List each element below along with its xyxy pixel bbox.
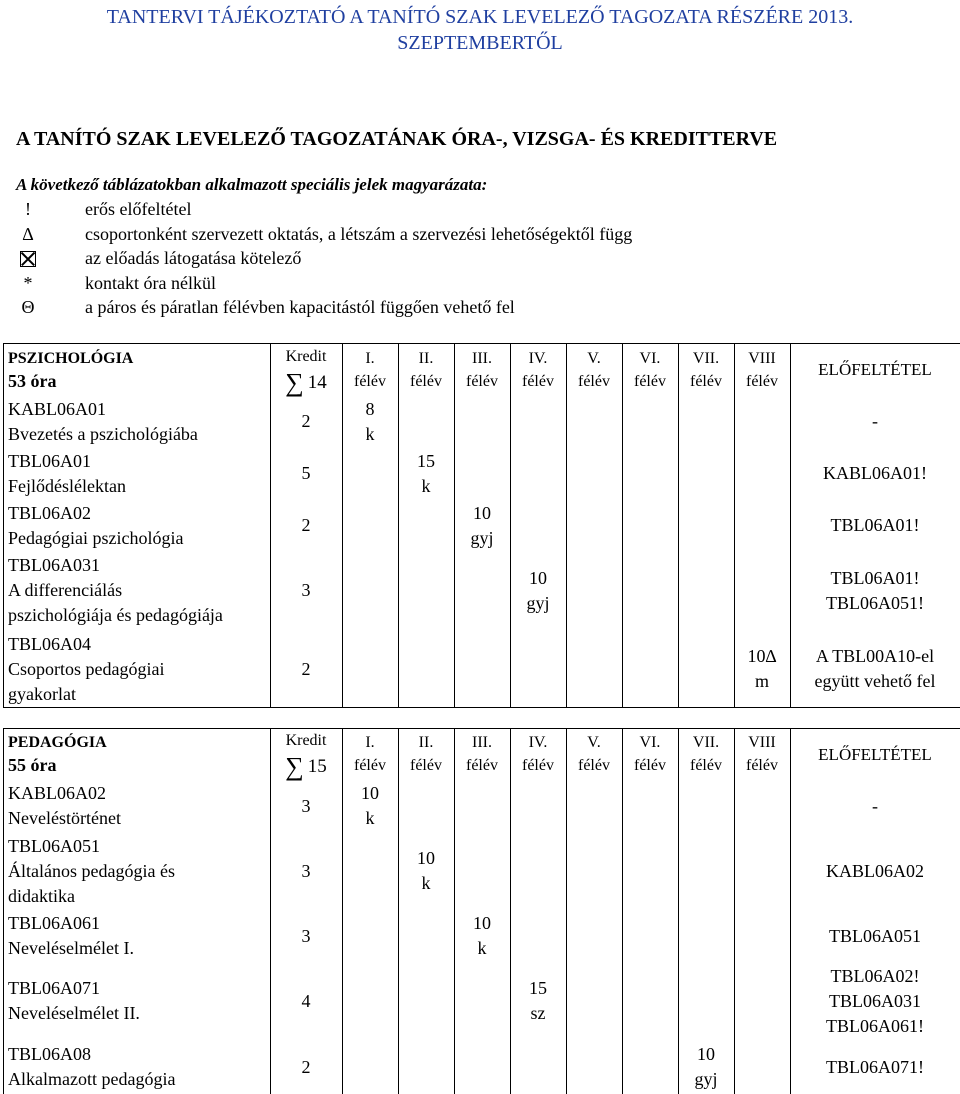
semester-cell <box>342 552 398 630</box>
column-rule <box>566 343 567 708</box>
hours-value: 15 <box>417 450 435 471</box>
column-rule <box>790 728 791 1094</box>
semester-cell <box>566 1040 622 1094</box>
semester-cell <box>566 500 622 552</box>
hours-value: 15 <box>529 978 547 998</box>
semester-header: IV. félév <box>522 349 554 390</box>
table-row <box>3 962 960 1040</box>
semester-cell <box>342 448 398 500</box>
kredit-value: 4 <box>301 990 311 1011</box>
semester-cell <box>566 910 622 962</box>
semester-cell <box>734 832 790 910</box>
semester-cell <box>342 780 398 832</box>
boxed-x-icon <box>16 248 40 269</box>
section-title: PEDAGÓGIA <box>8 734 107 751</box>
semester-cell <box>454 630 510 709</box>
page-header <box>0 0 960 62</box>
course-cell <box>3 1040 270 1094</box>
semester-cell <box>678 630 734 709</box>
prereq-cell <box>790 780 960 832</box>
column-rule <box>454 728 455 1094</box>
semester-cell <box>510 448 566 500</box>
kredit-header <box>270 728 342 780</box>
kredit-total: 15 <box>307 756 327 777</box>
hours-value: 10 <box>473 913 491 933</box>
table-header-row <box>3 728 960 780</box>
column-rule <box>342 343 343 708</box>
hours-value: 10 <box>529 567 547 588</box>
column-rule <box>270 343 271 708</box>
prereq-cell <box>790 500 960 552</box>
kredit-value: 5 <box>301 463 311 483</box>
semester-cell <box>622 552 678 630</box>
semester-cell <box>678 552 734 630</box>
column-rule <box>398 343 399 708</box>
semester-cell <box>566 630 622 709</box>
semester-cell <box>566 832 622 910</box>
semester-cell <box>454 910 510 962</box>
prereq-header: ELŐFELTÉTEL <box>818 744 932 764</box>
semester-cell <box>678 780 734 832</box>
semester-cell <box>510 500 566 552</box>
exclamation-icon: ! <box>25 199 31 219</box>
course-name: Általános pedagógia és <box>8 860 175 881</box>
semester-cell <box>398 910 454 962</box>
semester-cell <box>566 962 622 1040</box>
legend-item <box>16 248 716 273</box>
semester-cell <box>566 396 622 448</box>
table-row <box>3 910 960 962</box>
semester-cell <box>454 396 510 448</box>
prereq-value: TBL06A071! <box>826 1056 924 1077</box>
semester-cell <box>622 780 678 832</box>
column-rule <box>342 728 343 1094</box>
exam-type: k <box>365 423 375 444</box>
course-cell <box>3 832 270 910</box>
semester-cell <box>622 396 678 448</box>
exam-type: gyj <box>470 527 494 548</box>
semester-header: VIII félév <box>746 734 778 774</box>
semester-cell <box>398 780 454 832</box>
semester-header: V. félév <box>578 734 610 774</box>
semester-cell <box>398 630 454 709</box>
kredit-value: 3 <box>301 795 311 816</box>
semester-cell <box>398 962 454 1040</box>
prereq-value: A TBL00A10-el <box>815 646 935 666</box>
prereq-value: együtt vehető fel <box>814 671 936 691</box>
prereq-cell <box>790 552 960 630</box>
prereq-value: TBL06A051! <box>826 592 924 613</box>
semester-cell <box>342 962 398 1040</box>
semester-cell <box>622 910 678 962</box>
prereq-value: TBL06A01! <box>830 515 920 535</box>
kredit-value: 3 <box>301 860 311 881</box>
semester-cell <box>454 962 510 1040</box>
column-rule <box>454 343 455 708</box>
legend <box>16 199 716 322</box>
legend-text: kontakt óra nélkül <box>85 272 216 293</box>
semester-cell <box>454 832 510 910</box>
course-code: TBL06A061 <box>8 913 100 933</box>
semester-cell <box>622 448 678 500</box>
prereq-cell <box>790 832 960 910</box>
prereq-cell <box>790 396 960 448</box>
column-rule <box>270 728 271 1094</box>
table-row <box>3 1040 960 1094</box>
legend-text: csoportonként szervezett oktatás, a létszám a szervezési lehetőségektől függ <box>85 223 633 244</box>
course-cell <box>3 448 270 500</box>
kredit-header <box>270 344 342 396</box>
semester-cell <box>342 500 398 552</box>
hours-value: 10 <box>361 783 379 803</box>
table-row <box>3 630 960 709</box>
semester-cell <box>622 1040 678 1094</box>
delta-icon: ∆ <box>22 223 34 244</box>
hours-value: 10 <box>417 848 435 868</box>
semester-cell <box>734 552 790 630</box>
exam-type: k <box>477 938 487 958</box>
column-rule <box>734 728 735 1094</box>
course-name: Fejlődéslélektan <box>8 475 126 496</box>
semester-cell <box>734 396 790 448</box>
semester-cell <box>454 552 510 630</box>
course-name: Neveléselmélet I. <box>8 938 134 958</box>
table-header-row <box>3 344 960 396</box>
semester-cell <box>398 500 454 552</box>
hours-value: 10∆ <box>747 646 777 666</box>
course-code: TBL06A04 <box>8 633 91 654</box>
exam-type: k <box>421 475 431 496</box>
column-rule <box>734 343 735 708</box>
course-name: Neveléstörténet <box>8 808 121 828</box>
semester-cell <box>342 396 398 448</box>
semester-cell <box>398 552 454 630</box>
course-name: A differenciálás <box>8 580 123 600</box>
course-cell <box>3 552 270 630</box>
semester-cell <box>454 448 510 500</box>
semester-header: VII. félév <box>690 349 722 390</box>
kredit-value: 2 <box>301 515 311 535</box>
semester-header: V. félév <box>578 349 610 390</box>
course-code: KABL06A01 <box>8 398 106 419</box>
course-name: Pedagógiai pszichológia <box>8 527 184 548</box>
kredit-label: Kredit <box>285 732 327 749</box>
semester-header: VIII félév <box>746 349 778 390</box>
semester-cell <box>734 780 790 832</box>
semester-cell <box>622 832 678 910</box>
prereq-value: KABL06A01! <box>823 463 927 483</box>
course-table-pedagogy <box>3 728 960 1094</box>
table-row <box>3 396 960 448</box>
column-rule <box>510 728 511 1094</box>
prereq-value: - <box>872 411 878 431</box>
section-title: PSZICHOLÓGIA <box>8 349 134 367</box>
kredit-value: 2 <box>301 658 311 679</box>
hours-value: 10 <box>473 502 491 523</box>
semester-cell <box>734 630 790 709</box>
section-hours: 55 óra <box>8 755 57 775</box>
course-name: didaktika <box>8 885 75 906</box>
course-name: Csoportos pedagógiai <box>8 658 165 679</box>
section-hours: 53 óra <box>8 370 57 391</box>
column-rule <box>678 343 679 708</box>
course-code: TBL06A051 <box>8 835 100 856</box>
semester-cell <box>342 630 398 709</box>
column-rule <box>790 343 791 708</box>
legend-item <box>16 199 716 224</box>
kredit-label: Kredit <box>285 347 327 365</box>
prereq-value: KABL06A02 <box>826 860 924 881</box>
course-table-psychology <box>3 343 960 709</box>
semester-cell <box>678 1040 734 1094</box>
semester-cell <box>398 832 454 910</box>
course-cell <box>3 630 270 709</box>
semester-cell <box>678 832 734 910</box>
kredit-value: 2 <box>301 411 311 431</box>
semester-cell <box>678 910 734 962</box>
semester-header: I. félév <box>354 349 386 390</box>
semester-cell <box>510 1040 566 1094</box>
semester-cell <box>566 448 622 500</box>
prereq-value: TBL06A02! <box>830 965 920 986</box>
prereq-value: TBL06A031 <box>829 990 921 1011</box>
semester-cell <box>566 552 622 630</box>
exam-type: gyj <box>694 1069 718 1089</box>
column-rule <box>566 728 567 1094</box>
semester-header: II. félév <box>410 734 442 774</box>
legend-text: a páros és páratlan félévben kapacitástól függően vehető fel <box>85 297 515 317</box>
sigma-icon: ∑ <box>285 752 304 781</box>
semester-cell <box>734 1040 790 1094</box>
header-line-2: SZEPTEMBERTŐL <box>397 32 563 54</box>
semester-cell <box>510 910 566 962</box>
semester-cell <box>622 500 678 552</box>
semester-cell <box>734 910 790 962</box>
semester-header: III. félév <box>466 349 498 390</box>
course-code: TBL06A01 <box>8 450 91 471</box>
hours-value: 8 <box>365 398 375 419</box>
semester-cell <box>678 500 734 552</box>
course-cell <box>3 910 270 962</box>
course-code: TBL06A031 <box>8 555 100 575</box>
legend-item <box>16 224 716 249</box>
exam-type: m <box>754 671 769 691</box>
course-code: TBL06A071 <box>8 978 100 998</box>
kredit-value: 3 <box>301 925 311 946</box>
prereq-cell <box>790 910 960 962</box>
semester-cell <box>510 962 566 1040</box>
semester-header: I. félév <box>354 734 386 774</box>
asterisk-icon: * <box>23 272 33 293</box>
legend-intro: A következő táblázatokban alkalmazott speciális jelek magyarázata: <box>16 175 488 194</box>
prereq-cell <box>790 962 960 1040</box>
theta-icon: Θ <box>21 297 35 317</box>
course-cell <box>3 396 270 448</box>
semester-cell <box>398 1040 454 1094</box>
prereq-header: ELŐFELTÉTEL <box>818 360 932 380</box>
column-rule <box>510 343 511 708</box>
semester-cell <box>342 832 398 910</box>
semester-cell <box>734 500 790 552</box>
semester-cell <box>734 448 790 500</box>
semester-cell <box>398 448 454 500</box>
column-rule <box>398 728 399 1094</box>
prereq-value: TBL06A01! <box>830 567 920 588</box>
legend-text: az előadás látogatása kötelező <box>85 248 302 268</box>
semester-cell <box>566 780 622 832</box>
legend-item <box>16 273 716 298</box>
semester-header: IV. félév <box>522 734 554 774</box>
hours-value: 10 <box>697 1044 715 1064</box>
semester-header: VI. félév <box>634 734 666 774</box>
semester-cell <box>622 962 678 1040</box>
semester-cell <box>510 552 566 630</box>
semester-cell <box>454 1040 510 1094</box>
prereq-value: - <box>872 795 878 816</box>
table-row <box>3 448 960 500</box>
prereq-value: TBL06A061! <box>826 1015 924 1036</box>
semester-header: VI. félév <box>634 349 666 390</box>
course-name: Bvezetés a pszichológiába <box>8 423 198 444</box>
semester-cell <box>398 396 454 448</box>
course-name: Alkalmazott pedagógia <box>8 1069 176 1089</box>
semester-cell <box>510 780 566 832</box>
exam-type: k <box>421 873 431 893</box>
semester-cell <box>342 1040 398 1094</box>
table-row <box>3 500 960 552</box>
table-row <box>3 780 960 832</box>
semester-cell <box>622 630 678 709</box>
table-row <box>3 832 960 910</box>
header-line-1: TANTERVI TÁJÉKOZTATÓ A TANÍTÓ SZAK LEVELEZŐ TAGOZATA RÉSZÉRE 2013. <box>106 6 854 28</box>
semester-cell <box>678 962 734 1040</box>
exam-type: k <box>365 808 375 828</box>
course-code: KABL06A02 <box>8 783 106 803</box>
column-rule <box>678 728 679 1094</box>
semester-cell <box>510 832 566 910</box>
prereq-value: TBL06A051 <box>829 925 921 946</box>
semester-cell <box>734 962 790 1040</box>
course-name: Neveléselmélet II. <box>8 1003 140 1023</box>
semester-cell <box>510 630 566 709</box>
kredit-total: 14 <box>307 371 327 393</box>
semester-header: III. félév <box>466 734 498 774</box>
course-name: pszichológiája és pedagógiája <box>8 605 223 625</box>
kredit-value: 2 <box>301 1056 311 1077</box>
course-name: gyakorlat <box>8 683 76 704</box>
course-code: TBL06A02 <box>8 502 91 523</box>
legend-item <box>16 297 716 322</box>
semester-cell <box>454 500 510 552</box>
prereq-cell <box>790 630 960 709</box>
column-rule <box>622 343 623 708</box>
prereq-cell <box>790 1040 960 1094</box>
semester-cell <box>454 780 510 832</box>
prereq-cell <box>790 448 960 500</box>
course-cell <box>3 780 270 832</box>
semester-cell <box>678 448 734 500</box>
course-cell <box>3 500 270 552</box>
sigma-icon: ∑ <box>285 367 304 397</box>
kredit-value: 3 <box>301 580 311 600</box>
semester-cell <box>678 396 734 448</box>
column-rule <box>622 728 623 1094</box>
semester-cell <box>510 396 566 448</box>
course-code: TBL06A08 <box>8 1044 91 1064</box>
semester-cell <box>342 910 398 962</box>
table-row <box>3 552 960 630</box>
semester-header: VII. félév <box>690 734 722 774</box>
legend-text: erős előfeltétel <box>85 199 192 219</box>
semester-header: II. félév <box>410 349 442 390</box>
course-cell <box>3 962 270 1040</box>
exam-type: gyj <box>526 592 550 613</box>
page-title: A TANÍTÓ SZAK LEVELEZŐ TAGOZATÁNAK ÓRA-, VIZSGA- ÉS KREDITTERVE <box>16 128 778 150</box>
exam-type: sz <box>530 1003 546 1023</box>
